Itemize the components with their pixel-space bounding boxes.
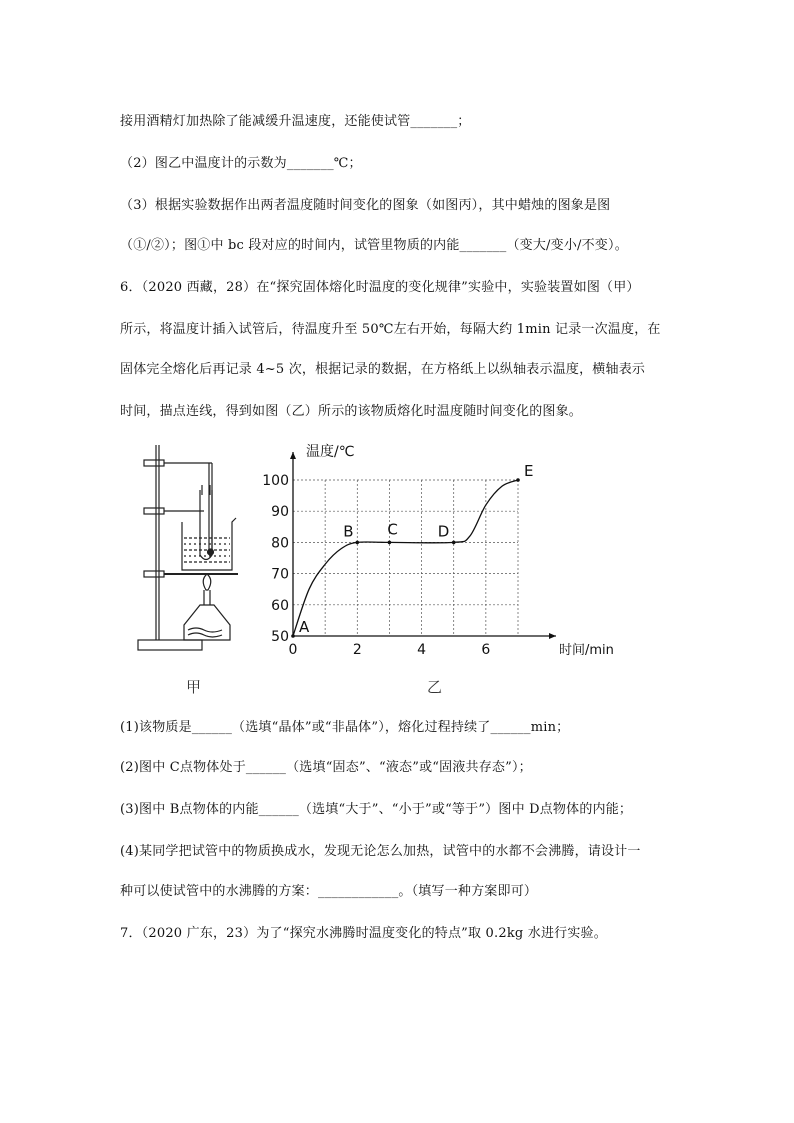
question-1: (1)该物质是______（选填“晶体”或“非晶体”），熔化过程持续了______min； (120, 720, 570, 735)
x-tick-label: 4 (417, 642, 427, 658)
question-3: (3)图中 B点物体的内能______（选填“大于”、“小于”或“等于”）图中 D点物体的内能； (120, 802, 633, 817)
y-axis-label: 温度/℃ (306, 444, 355, 460)
problem-7: 7．（2020 广东，23）为了“探究水沸腾时温度变化的特点”取 0.2kg 水进行实验。 (120, 926, 607, 941)
text-line-4: （①/②）；图①中 bc 段对应的时间内，试管里物质的内能_______（变大/变小/不变）。 (120, 238, 628, 253)
alcohol-lamp (184, 605, 230, 640)
y-tick-label: 60 (271, 597, 289, 614)
y-tick-label: 70 (271, 566, 289, 583)
question-2: (2)图中 C点物体处于______（选填“固态”、“液态”或“固液共存态”）； (120, 760, 532, 775)
y-tick-label: 90 (271, 504, 289, 521)
point-B (355, 541, 359, 545)
top-clamp (144, 460, 164, 466)
melting-curve (293, 480, 518, 636)
point-D (452, 541, 456, 545)
x-axis-arrow (549, 633, 556, 639)
x-axis-label: 时间/min (559, 643, 614, 658)
y-tick-label: 50 (271, 629, 289, 645)
text-line-6: 所示，将温度计插入试管后，待温度升至 50℃左右开始，每隔大约 1min 记录一次温度，在 (120, 322, 661, 337)
text-line-7: 固体完全熔化后再记录 4~5 次，根据记录的数据，在方格纸上以纵轴表示温度，横轴表示 (120, 362, 646, 377)
apparatus-figure (130, 440, 240, 655)
text-line-3: （3）根据实验数据作出两者温度随时间变化的图象（如图丙），其中蜡烛的图象是图 (120, 198, 611, 213)
point-label-B: B (343, 522, 354, 541)
point-label-C: C (387, 520, 398, 539)
x-tick-label: 6 (481, 642, 491, 658)
temperature-time-chart (256, 440, 636, 665)
question-4: (4)某同学把试管中的物质换成水，发现无论怎么加热，试管中的水都不会沸腾，请设计一 (120, 844, 641, 859)
point-E (516, 478, 520, 482)
y-tick-label: 100 (262, 473, 289, 489)
point-C (388, 541, 392, 545)
x-tick-label: 2 (352, 642, 362, 658)
text-line-1: 接用酒精灯加热除了能减缓升温速度，还能使试管_______； (120, 114, 471, 129)
question-4-cont: 种可以使试管中的水沸腾的方案：____________。（填写一种方案即可） (120, 884, 538, 899)
point-label-E: E (524, 462, 534, 480)
figure-label-jia: 甲 (186, 678, 202, 696)
text-line-2: （2）图乙中温度计的示数为_______℃； (120, 156, 362, 171)
point-A (291, 634, 295, 638)
point-label-A: A (299, 618, 310, 636)
flame-icon (203, 574, 211, 590)
text-line-5: 6．（2020 西藏，28）在“探究固体熔化时温度的变化规律”实验中，实验装置如图（甲） (120, 280, 640, 295)
y-axis-arrow (290, 452, 296, 459)
point-label-D: D (437, 522, 450, 541)
stand-base (138, 640, 202, 650)
y-tick-label: 80 (271, 535, 289, 552)
x-tick-label: 0 (288, 642, 298, 658)
figure-label-yi: 乙 (427, 678, 443, 696)
text-line-8: 时间，描点连线，得到如图（乙）所示的该物质熔化时温度随时间变化的图象。 (120, 404, 583, 419)
